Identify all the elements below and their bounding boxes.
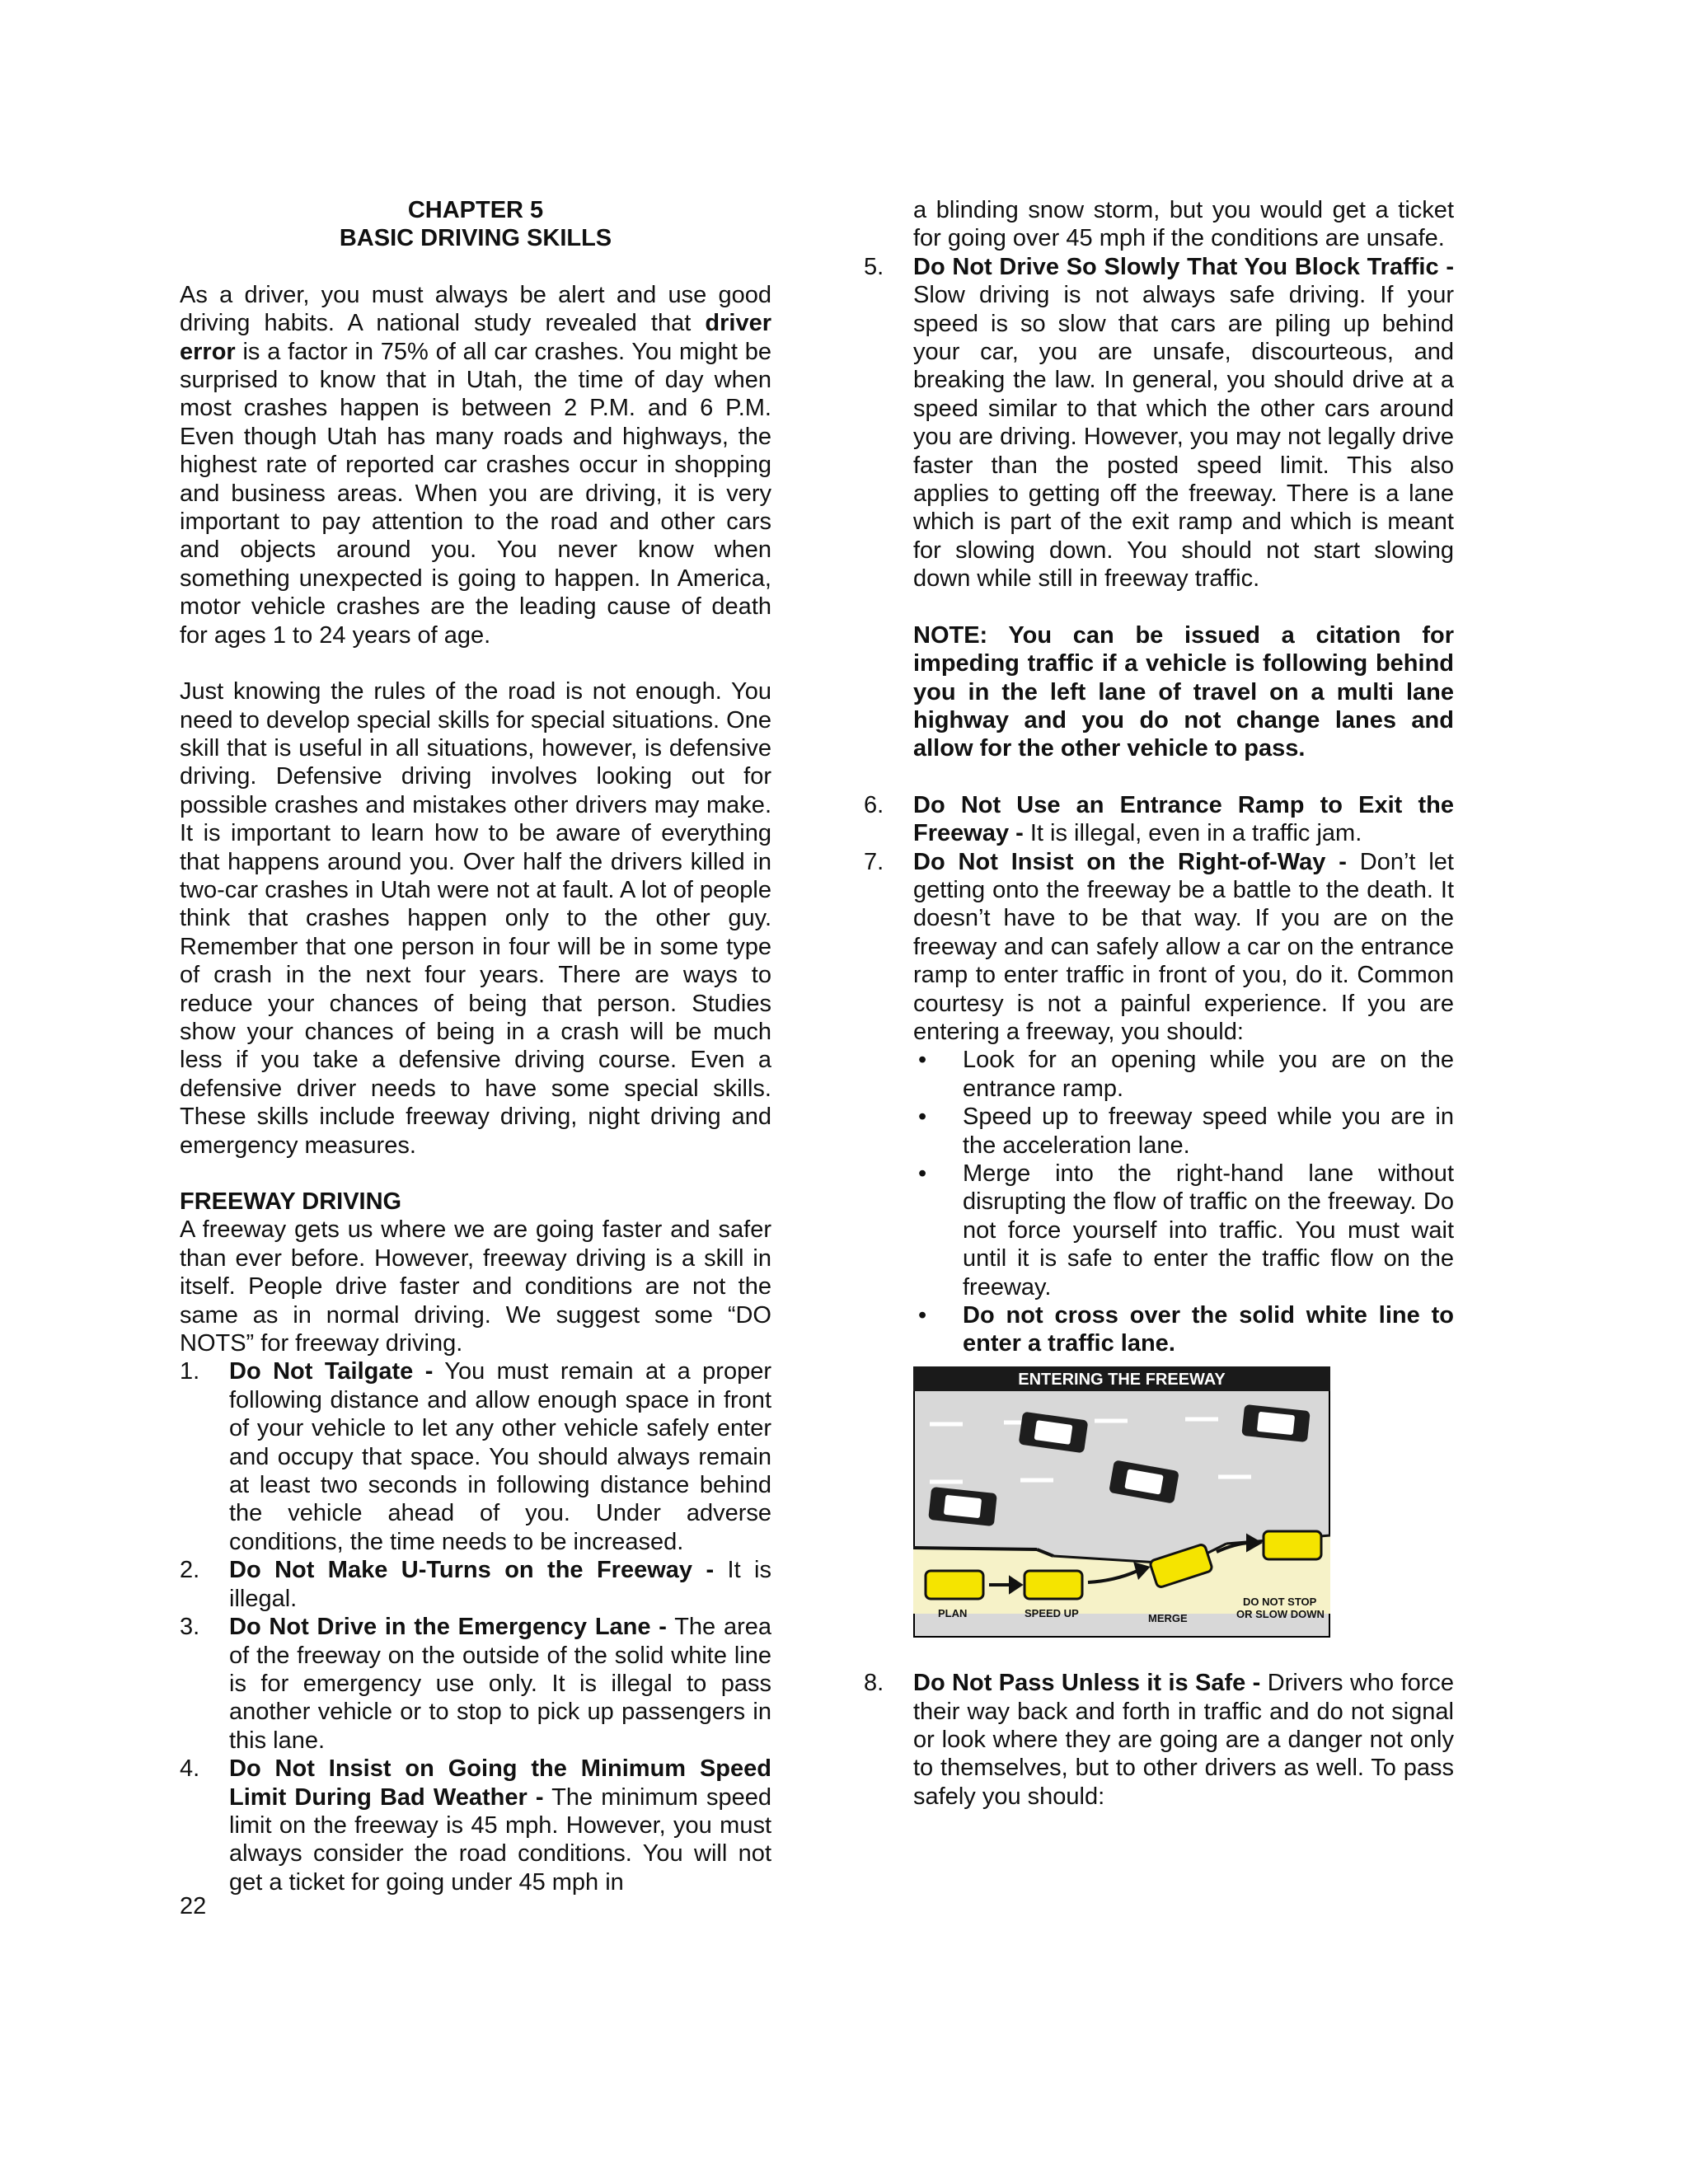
bullet-item: • Look for an opening while you are on the entrance ramp.	[918, 1047, 1454, 1102]
figure-label-stop1: DO NOT STOP	[1243, 1595, 1317, 1608]
figure-label-plan: PLAN	[938, 1606, 968, 1619]
note-block: NOTE: You can be issued a citation for impeding traffic if a vehicle is following behind you in the left lane of travel on a multi lane highway and you do not change lanes and allow for the other vehicle to pass.	[913, 621, 1454, 762]
bullet-item: • Speed up to freeway speed while you are in the acceleration lane.	[918, 1104, 1454, 1159]
figure-title: ENTERING THE FREEWAY	[1018, 1370, 1226, 1389]
freeway-intro: A freeway gets us where we are going faster and safer than ever before. However, freeway driving is a skill in itself. People drive faster and conditions are not the same as in normal driving. We suggest some “DO NOTS” for freeway driving.	[180, 1216, 771, 1357]
intro-paragraph-1: As a driver, you must always be alert and use good driving habits. A national study revealed that driver error is a factor in 75% of all car crashes. You might be surprised to know that in Utah, the time of day when most crashes happen is between 2 P.M. and 6 P.M. Even though Utah has many roads and highways, the highest rate of reported car crashes occur in shopping and business areas. When you are driving, it is very important to pay attention to the road and other cars and objects around you. You never know when something unexpected is going to happen. In America, motor vehicle crashes are the leading cause of death for ages 1 to 24 years of age.	[180, 281, 771, 649]
list-item: 4. Do Not Insist on Going the Minimum Speed Limit During Bad Weather - The minimum speed limit on the freeway is 45 mph. However, you must always consider the road conditions. You will not get a ticket for going under 45 mph in	[180, 1755, 772, 1896]
list-item: 7. Do Not Insist on the Right-of-Way - Don’t let getting onto the freeway be a battle to the death. It doesn’t have to be that way. If you are on the freeway and can safely allow a car on the entrance ramp to enter traffic in front of you, do it. Common courtesy is not a painful experience. If you are entering a freeway, you should:	[864, 848, 1454, 1045]
right-column	[864, 196, 1454, 1811]
list-item: 5. Do Not Drive So Slowly That You Block Traffic - Slow driving is not always safe driving. If your speed is so slow that cars are piling up behind your car, you are unsafe, discourteous, and breaking the law. In general, you should drive at a speed similar to that which the other cars around you are driving. However, you may not legally drive faster than the posted speed limit. This also applies to getting off the freeway. There is a lane which is part of the exit ramp and which is meant for slowing down. You should not start slowing down while still in freeway traffic.	[864, 253, 1454, 593]
list-item-continued: a blinding snow storm, but you would get a ticket for going over 45 mph if the conditions are unsafe.	[913, 197, 1454, 252]
chapter-title: BASIC DRIVING SKILLS	[339, 225, 612, 252]
bullet-item: • Do not cross over the solid white line to enter a traffic lane.	[918, 1302, 1454, 1357]
freeway-heading: FREEWAY DRIVING	[180, 1188, 402, 1215]
list-item: 2. Do Not Make U-Turns on the Freeway - It is illegal.	[180, 1557, 772, 1612]
chapter-number: CHAPTER 5	[407, 197, 544, 223]
list-item: 1. Do Not Tailgate - You must remain at a proper following distance and allow enough space in front of your vehicle to let any other vehicle safely enter and occupy that space. You should always remain at least two seconds in following distance behind the vehicle ahead of you. Under adverse conditions, the time needs to be increased.	[180, 1358, 771, 1555]
bullet-item: • Merge into the right-hand lane without disrupting the flow of traffic on the freeway. Do not force yourself into traffic. You must wait until it is safe to enter the traffic flow on the freeway.	[918, 1160, 1454, 1301]
figure-label-stop2: OR SLOW DOWN	[1236, 1607, 1325, 1620]
list-item: 8. Do Not Pass Unless it is Safe - Drivers who force their way back and forth in traffic and do not signal or look where they are going are a danger not only to themselves, but to other drivers as well. To pass safely you should:	[864, 1670, 1455, 1810]
list-item: 3. Do Not Drive in the Emergency Lane - The area of the freeway on the outside of the solid white line is for emergency use only. It is illegal to pass another vehicle or to stop to pick up passengers in this lane.	[180, 1614, 772, 1754]
left-column	[180, 196, 771, 1896]
entering-bullets	[913, 1046, 1454, 1357]
list-item: 6. Do Not Use an Entrance Ramp to Exit the Freeway - It is illegal, even in a traffic jam.	[864, 791, 1454, 847]
figure-label-merge: MERGE	[1148, 1611, 1188, 1624]
intro-paragraph-2: Just knowing the rules of the road is not enough. You need to develop special skills for special situations. One skill that is useful in all situations, however, is defensive driving. Defensive driving involves looking out for possible crashes and mistakes other drivers may make. It is important to learn how to be aware of everything that happens around you. Over half the drivers killed in two-car crashes in Utah were not at fault. A lot of people think that crashes happen only to the other guy. Remember that one person in four will be in some type of crash in the next four years. There are ways to reduce your chances of being that person. Studies show your chances of being in a crash will be much less if you take a defensive driving course. Even a defensive driver needs to have some special skills. These skills include freeway driving, night driving and emergency measures.	[180, 678, 771, 1159]
page-number: 22	[180, 1893, 207, 1919]
entering-freeway-figure	[913, 1366, 1330, 1638]
figure-label-speed: SPEED UP	[1025, 1606, 1079, 1619]
